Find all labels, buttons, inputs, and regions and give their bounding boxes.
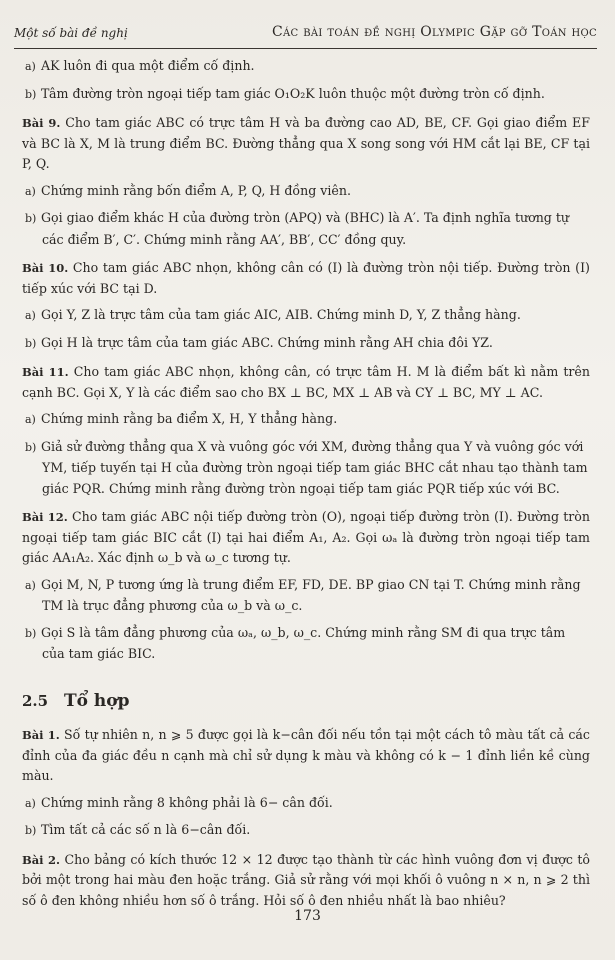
sub-question — [22, 208, 590, 250]
problem-number: Bài 11. — [22, 365, 69, 379]
problem-statement — [22, 725, 590, 787]
problem-statement — [22, 258, 590, 299]
sub-question — [22, 333, 590, 355]
problem-statement — [22, 850, 590, 912]
running-header — [14, 12, 597, 49]
sub-question — [22, 84, 590, 106]
sub-label: b) — [25, 212, 37, 225]
problem-text: Cho tam giác ABC có trực tâm H và ba đường cao AD, BE, CF. Gọi giao điểm EF và BC là X, M là trung điểm BC. Đường thẳng qua X song song với HM cắt lại BE, CF tại P, Q. — [22, 115, 590, 171]
sub-text: Tìm tất cả các số n là 6−cân đối. — [41, 822, 251, 837]
page-content — [22, 56, 590, 917]
problem-number: Bài 9. — [22, 116, 61, 130]
sub-text: AK luôn đi qua một điểm cố định. — [41, 58, 255, 73]
sub-label: b) — [25, 440, 37, 454]
sub-label: b) — [25, 336, 37, 350]
sub-question — [22, 305, 590, 327]
header-chapter-title: Một số bài đề nghị — [14, 26, 128, 40]
sub-label: a) — [25, 184, 36, 198]
problem-number: Bài 10. — [22, 261, 69, 275]
sub-label: b) — [25, 87, 37, 101]
problem-statement — [22, 507, 590, 569]
sub-label: a) — [25, 796, 36, 810]
sub-question — [22, 623, 590, 665]
problem-text: Số tự nhiên n, n ⩾ 5 được gọi là k−cân đối nếu tồn tại một cách tô màu tất cả các đỉnh của đa giác đều n cạnh mà chỉ sử dụng k màu và không có k − 1 đỉnh liền kề cùng màu. — [22, 727, 590, 783]
sub-text: Gọi M, N, P tương ứng là trung điểm EF, FD, DE. BP giao CN tại T. Chứng minh rằng TM là trục đẳng phương của ω_b và ω_c. — [41, 576, 581, 613]
sub-label: a) — [25, 60, 36, 73]
sub-text: Giả sử đường thẳng qua X và vuông góc với XM, đường thẳng qua Y và vuông góc với YM, tiếp tuyến tại H của đường tròn ngoại tiếp tam giác BHC cắt nhau tạo thành tam giác PQR. Chứng minh rằng đường tròn ngoại tiếp tam giác PQR tiếp xúc với BC. — [41, 438, 588, 496]
sub-text: Chứng minh rằng ba điểm X, H, Y thẳng hàng. — [41, 411, 338, 426]
sub-text: Gọi Y, Z là trực tâm của tam giác AIC, AIB. Chứng minh D, Y, Z thẳng hàng. — [41, 307, 521, 322]
sub-label: a) — [25, 309, 36, 322]
problem-number: Bài 2. — [22, 852, 60, 867]
sub-text: Gọi giao điểm khác H của đường tròn (APQ) và (BHC) là A′. Ta định nghĩa tương tự các điểm B′, C′. Chứng minh rằng AA′, BB′, CC′ đồng quy. — [41, 210, 570, 247]
sub-question — [22, 437, 590, 500]
sub-text: Gọi H là trực tâm của tam giác ABC. Chứng minh rằng AH chia đôi YZ. — [41, 334, 493, 350]
sub-label: b) — [25, 626, 37, 640]
problem-text: Cho bảng có kích thước 12 × 12 được tạo thành từ các hình vuông đơn vị được tô bởi một trong hai màu đen hoặc trắng. Giả sử rằng với mọi khối ô vuông n × n, n ⩾ 2 thì số ô đen không nhiều hơn số ô trắng. Hỏi số ô đen nhiều nhất là bao nhiêu? — [22, 851, 590, 908]
sub-text: Chứng minh rằng bốn điểm A, P, Q, H đồng viên. — [41, 182, 351, 198]
sub-question — [22, 793, 590, 815]
sub-question — [22, 820, 590, 842]
sub-label: a) — [25, 578, 36, 592]
page-number: 173 — [294, 908, 321, 924]
sub-question — [22, 56, 590, 78]
problem-text: Cho tam giác ABC nội tiếp đường tròn (O), ngoại tiếp đường tròn (I). Đường tròn ngoại tiếp tam giác BIC cắt (I) tại hai điểm A₁, A₂. Gọi ωₐ là đường tròn ngoại tiếp tam giác AA₁A₂. Xác định ω_b và ω_c tương tự. — [22, 509, 591, 565]
sub-text: Chứng minh rằng 8 không phải là 6− cân đối. — [41, 794, 333, 810]
sub-text: Tâm đường tròn ngoại tiếp tam giác O₁O₂K luôn thuộc một đường tròn cố định. — [41, 85, 545, 101]
sub-question — [22, 181, 590, 203]
section-heading — [22, 691, 590, 712]
sub-label: a) — [25, 413, 36, 426]
sub-text: Gọi S là tâm đẳng phương của ωₐ, ω_b, ω_c. Chứng minh rằng SM đi qua trực tâm của tam giác BIC. — [41, 624, 566, 661]
problem-text: Cho tam giác ABC nhọn, không cân có (I) là đường tròn nội tiếp. Đường tròn (I) tiếp xúc với BC tại D. — [22, 260, 590, 296]
problem-number: Bài 1. — [22, 728, 60, 742]
problem-text: Cho tam giác ABC nhọn, không cân, có trực tâm H. M là điểm bất kì nằm trên cạnh BC. Gọi X, Y là các điểm sao cho BX ⊥ BC, MX ⊥ AB và CY ⊥ BC, MY ⊥ AC. — [22, 364, 590, 400]
sub-question — [22, 575, 590, 617]
problem-statement — [22, 113, 590, 175]
section-number: 2.5 — [22, 691, 49, 710]
problem-statement — [22, 362, 590, 403]
header-book-title: Các bài toán đề nghị Olympic Gặp gỡ Toán học — [271, 24, 597, 40]
problem-number: Bài 12. — [22, 510, 68, 524]
sub-label: b) — [25, 824, 37, 837]
section-title: Tổ hợp — [64, 690, 130, 711]
sub-question — [22, 409, 590, 431]
